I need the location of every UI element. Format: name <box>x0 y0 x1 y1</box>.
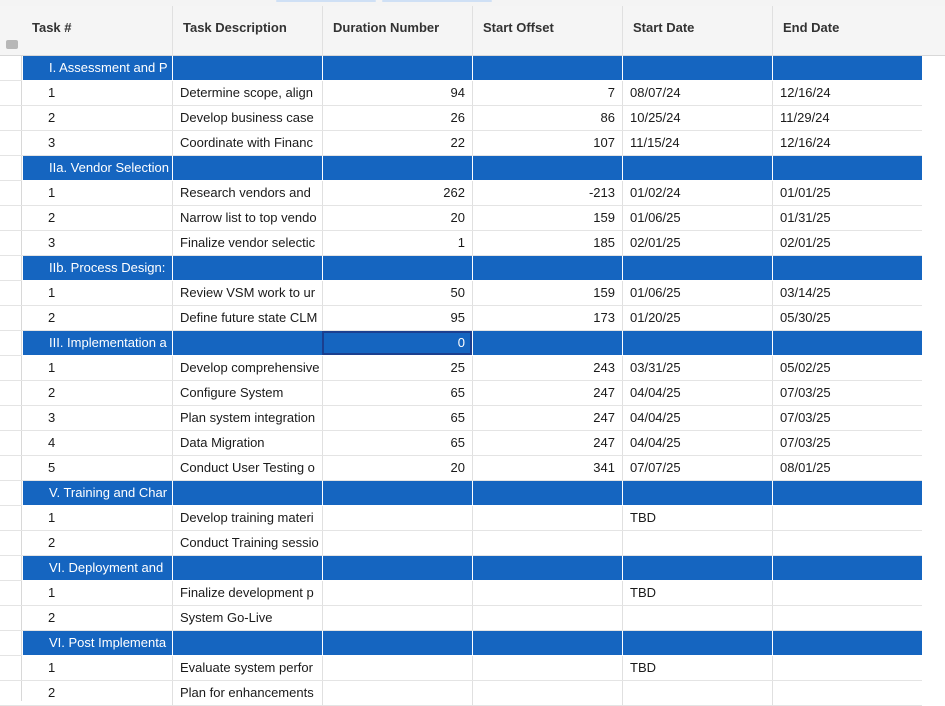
gutter-row-divider <box>0 430 22 431</box>
task-row[interactable] <box>22 581 922 606</box>
duration-number-cell[interactable]: 1 <box>322 231 472 255</box>
task-row[interactable] <box>22 131 922 156</box>
start-date-cell[interactable] <box>622 481 772 505</box>
end-date-cell[interactable] <box>772 256 922 280</box>
gutter-row-divider <box>0 380 22 381</box>
duration-number-cell[interactable] <box>322 581 472 605</box>
start-date-cell[interactable]: 01/02/24 <box>622 181 772 205</box>
duration-number-cell[interactable]: 262 <box>322 181 472 205</box>
section-header-row[interactable] <box>22 631 922 656</box>
duration-number-cell[interactable] <box>322 656 472 680</box>
task-description-cell[interactable] <box>172 156 322 180</box>
task-row[interactable] <box>22 231 922 256</box>
task-description-cell[interactable]: System Go-Live <box>172 606 322 630</box>
start-date-cell[interactable]: 04/04/25 <box>622 431 772 455</box>
gutter-row-divider <box>0 630 22 631</box>
end-date-cell[interactable]: 08/01/25 <box>772 456 922 480</box>
duration-number-cell[interactable] <box>322 156 472 180</box>
task-row[interactable] <box>22 281 922 306</box>
start-date-cell[interactable]: 07/07/25 <box>622 456 772 480</box>
task-number-cell[interactable]: VI. Post Implementa <box>22 631 172 655</box>
start-date-cell[interactable]: TBD <box>622 581 772 605</box>
end-date-cell[interactable]: 01/01/25 <box>772 181 922 205</box>
task-row[interactable] <box>22 656 922 681</box>
start-offset-cell[interactable] <box>472 606 622 630</box>
section-header-row[interactable] <box>22 556 922 581</box>
task-row[interactable] <box>22 381 922 406</box>
start-offset-cell[interactable]: 173 <box>472 306 622 330</box>
end-date-cell[interactable] <box>772 531 922 555</box>
gutter-row-divider <box>0 505 22 506</box>
task-description-cell[interactable] <box>172 56 322 80</box>
end-date-cell[interactable] <box>772 156 922 180</box>
start-date-cell[interactable] <box>622 56 772 80</box>
task-row[interactable] <box>22 106 922 131</box>
end-date-cell[interactable]: 07/03/25 <box>772 381 922 405</box>
gutter-row-divider <box>0 405 22 406</box>
end-date-cell[interactable] <box>772 606 922 630</box>
column-header-start-offset[interactable]: Start Offset <box>472 6 622 56</box>
start-offset-cell[interactable] <box>472 56 622 80</box>
start-date-cell[interactable] <box>622 681 772 705</box>
gutter-row-divider <box>0 305 22 306</box>
start-offset-cell[interactable] <box>472 681 622 705</box>
end-date-cell[interactable] <box>772 631 922 655</box>
duration-number-cell[interactable]: 65 <box>322 431 472 455</box>
gutter-row-divider <box>0 555 22 556</box>
duration-number-cell[interactable] <box>322 631 472 655</box>
task-description-cell[interactable]: Plan system integration <box>172 406 322 430</box>
gutter-row-divider <box>0 80 22 81</box>
task-description-cell[interactable]: Coordinate with Financ <box>172 131 322 155</box>
task-description-cell[interactable]: Finalize development p <box>172 581 322 605</box>
gutter-row-divider <box>0 205 22 206</box>
end-date-cell[interactable]: 05/02/25 <box>772 356 922 380</box>
task-number-cell[interactable]: 3 <box>48 135 56 150</box>
task-row[interactable] <box>22 306 922 331</box>
task-description-cell[interactable]: Finalize vendor selectic <box>172 231 322 255</box>
duration-number-cell[interactable]: 65 <box>322 406 472 430</box>
task-number-cell[interactable]: III. Implementation a <box>22 331 172 355</box>
duration-number-cell[interactable] <box>322 606 472 630</box>
duration-number-cell[interactable]: 25 <box>322 356 472 380</box>
start-offset-cell[interactable]: 185 <box>472 231 622 255</box>
section-header-row[interactable] <box>22 56 922 81</box>
task-row[interactable] <box>22 506 922 531</box>
task-description-cell[interactable]: Data Migration <box>172 431 322 455</box>
duration-number-cell[interactable]: 95 <box>322 306 472 330</box>
start-date-cell[interactable]: 01/06/25 <box>622 281 772 305</box>
start-offset-cell[interactable]: -213 <box>472 181 622 205</box>
task-row[interactable] <box>22 431 922 456</box>
task-description-cell[interactable]: Evaluate system perfor <box>172 656 322 680</box>
task-number-cell[interactable]: I. Assessment and P <box>22 56 172 80</box>
duration-number-cell[interactable]: 94 <box>322 81 472 105</box>
task-row[interactable] <box>22 681 922 706</box>
task-number-cell[interactable]: IIa. Vendor Selection <box>22 156 172 180</box>
duration-number-cell[interactable] <box>322 506 472 530</box>
toolbar-tab-indicator[interactable] <box>382 0 492 2</box>
duration-number-cell[interactable] <box>322 256 472 280</box>
duration-number-cell[interactable] <box>322 681 472 705</box>
task-number-cell[interactable]: 3 <box>48 410 56 425</box>
start-date-cell[interactable] <box>622 556 772 580</box>
start-offset-cell[interactable] <box>472 506 622 530</box>
duration-number-cell[interactable] <box>322 56 472 80</box>
end-date-cell[interactable]: 03/14/25 <box>772 281 922 305</box>
start-offset-cell[interactable]: 243 <box>472 356 622 380</box>
task-row[interactable] <box>22 456 922 481</box>
duration-number-cell[interactable]: 20 <box>322 206 472 230</box>
duration-number-cell[interactable] <box>322 556 472 580</box>
start-offset-cell[interactable] <box>472 556 622 580</box>
start-date-cell[interactable]: 01/20/25 <box>622 306 772 330</box>
section-header-row[interactable] <box>22 481 922 506</box>
section-header-row[interactable] <box>22 256 922 281</box>
start-date-cell[interactable]: 02/01/25 <box>622 231 772 255</box>
start-offset-cell[interactable]: 107 <box>472 131 622 155</box>
task-number-cell[interactable]: 2 <box>48 310 56 325</box>
start-offset-cell[interactable] <box>472 631 622 655</box>
task-row[interactable] <box>22 181 922 206</box>
column-header-end-date[interactable]: End Date <box>772 6 945 56</box>
end-date-cell[interactable]: 01/31/25 <box>772 206 922 230</box>
duration-number-cell[interactable]: 20 <box>322 456 472 480</box>
start-offset-cell[interactable] <box>472 156 622 180</box>
task-number-cell[interactable]: IIb. Process Design: <box>22 256 172 280</box>
task-number-cell[interactable]: 1 <box>48 585 56 600</box>
end-date-cell[interactable]: 12/16/24 <box>772 81 922 105</box>
end-date-cell[interactable]: 02/01/25 <box>772 231 922 255</box>
task-number-cell[interactable]: 4 <box>48 435 56 450</box>
start-offset-cell[interactable]: 247 <box>472 431 622 455</box>
task-row[interactable] <box>22 406 922 431</box>
start-offset-cell[interactable]: 159 <box>472 206 622 230</box>
task-number-cell[interactable]: 1 <box>48 285 56 300</box>
column-header-task-description[interactable]: Task Description <box>172 6 322 56</box>
task-number-cell[interactable]: 2 <box>48 535 56 550</box>
task-row[interactable] <box>22 606 922 631</box>
task-description-cell[interactable]: Narrow list to top vendo <box>172 206 322 230</box>
gutter-row-divider <box>0 605 22 606</box>
task-description-cell[interactable]: Determine scope, align <box>172 81 322 105</box>
task-number-cell[interactable]: 1 <box>48 85 56 100</box>
start-date-cell[interactable] <box>622 256 772 280</box>
gutter-row-divider <box>0 180 22 181</box>
duration-number-cell[interactable]: 50 <box>322 281 472 305</box>
gutter-row-divider <box>0 580 22 581</box>
start-date-cell[interactable]: 08/07/24 <box>622 81 772 105</box>
duration-number-cell[interactable]: 26 <box>322 106 472 130</box>
start-date-cell[interactable] <box>622 156 772 180</box>
start-offset-cell[interactable] <box>472 656 622 680</box>
section-header-row[interactable] <box>22 156 922 181</box>
task-description-cell[interactable]: Conduct User Testing o <box>172 456 322 480</box>
end-date-cell[interactable] <box>772 581 922 605</box>
column-header-task-number[interactable]: Task # <box>32 20 72 35</box>
column-header-duration-number[interactable]: Duration Number <box>322 6 472 56</box>
start-date-cell[interactable] <box>622 331 772 355</box>
task-number-cell[interactable]: 2 <box>48 210 56 225</box>
end-date-cell[interactable] <box>772 331 922 355</box>
task-description-cell[interactable]: Develop training materi <box>172 506 322 530</box>
end-date-cell[interactable]: 05/30/25 <box>772 306 922 330</box>
gutter-row-divider <box>0 480 22 481</box>
start-date-cell[interactable]: 01/06/25 <box>622 206 772 230</box>
gutter-row-divider <box>0 230 22 231</box>
gutter-row-divider <box>0 680 22 681</box>
selected-cell-outline <box>322 331 472 355</box>
task-number-cell[interactable]: VI. Deployment and <box>22 556 172 580</box>
start-offset-cell[interactable] <box>472 531 622 555</box>
start-date-cell[interactable]: TBD <box>622 506 772 530</box>
task-number-cell[interactable]: 2 <box>48 610 56 625</box>
end-date-cell[interactable]: 07/03/25 <box>772 406 922 430</box>
task-description-cell[interactable] <box>172 256 322 280</box>
end-date-cell[interactable] <box>772 656 922 680</box>
section-header-row[interactable] <box>22 331 922 356</box>
gutter-row-divider <box>0 330 22 331</box>
task-number-cell[interactable]: 1 <box>48 185 56 200</box>
task-number-cell[interactable]: V. Training and Char <box>22 481 172 505</box>
end-date-cell[interactable] <box>772 56 922 80</box>
task-description-cell[interactable]: Conduct Training sessio <box>172 531 322 555</box>
gutter-row-divider <box>0 130 22 131</box>
task-description-cell[interactable]: Research vendors and <box>172 181 322 205</box>
gutter-row-divider <box>0 255 22 256</box>
start-offset-cell[interactable]: 7 <box>472 81 622 105</box>
task-number-cell[interactable]: 3 <box>48 235 56 250</box>
start-offset-cell[interactable]: 247 <box>472 406 622 430</box>
start-offset-cell[interactable] <box>472 481 622 505</box>
task-number-cell[interactable]: 2 <box>48 685 56 700</box>
duration-number-cell[interactable] <box>322 481 472 505</box>
gutter-row-divider <box>0 155 22 156</box>
gutter-row-divider <box>0 655 22 656</box>
end-date-cell[interactable]: 07/03/25 <box>772 431 922 455</box>
column-header-start-date[interactable]: Start Date <box>622 6 772 56</box>
task-description-cell[interactable] <box>172 556 322 580</box>
task-number-cell[interactable]: 2 <box>48 110 56 125</box>
end-date-cell[interactable] <box>772 556 922 580</box>
toolbar-tab-indicator[interactable] <box>276 0 376 2</box>
end-date-cell[interactable] <box>772 481 922 505</box>
duration-number-cell[interactable]: 65 <box>322 381 472 405</box>
start-date-cell[interactable] <box>622 631 772 655</box>
task-row[interactable] <box>22 356 922 381</box>
task-number-cell[interactable]: 1 <box>48 660 56 675</box>
task-row[interactable] <box>22 531 922 556</box>
start-offset-cell[interactable]: 341 <box>472 456 622 480</box>
row-handle-icon[interactable] <box>6 40 18 49</box>
start-date-cell[interactable]: TBD <box>622 656 772 680</box>
task-number-cell[interactable]: 5 <box>48 460 56 475</box>
task-description-cell[interactable]: Review VSM work to ur <box>172 281 322 305</box>
start-date-cell[interactable] <box>622 531 772 555</box>
task-number-cell[interactable]: 1 <box>48 360 56 375</box>
task-description-cell[interactable] <box>172 481 322 505</box>
duration-number-cell[interactable]: 22 <box>322 131 472 155</box>
task-number-cell[interactable]: 2 <box>48 385 56 400</box>
gutter-row-divider <box>0 355 22 356</box>
start-offset-cell[interactable]: 247 <box>472 381 622 405</box>
task-description-cell[interactable]: Develop business case <box>172 106 322 130</box>
task-description-cell[interactable]: Configure System <box>172 381 322 405</box>
column-header-row <box>0 6 945 56</box>
gutter-row-divider <box>0 105 22 106</box>
duration-number-cell[interactable] <box>322 531 472 555</box>
start-offset-cell[interactable] <box>472 256 622 280</box>
end-date-cell[interactable]: 12/16/24 <box>772 131 922 155</box>
start-offset-cell[interactable]: 159 <box>472 281 622 305</box>
end-date-cell[interactable] <box>772 681 922 705</box>
duration-number-cell[interactable]: 0 <box>322 331 472 355</box>
end-date-cell[interactable] <box>772 506 922 530</box>
task-row[interactable] <box>22 81 922 106</box>
task-row[interactable] <box>22 206 922 231</box>
task-description-cell[interactable]: Define future state CLM <box>172 306 322 330</box>
task-description-cell[interactable]: Plan for enhancements <box>172 681 322 705</box>
gutter-row-divider <box>0 280 22 281</box>
task-description-cell[interactable] <box>172 331 322 355</box>
task-description-cell[interactable] <box>172 631 322 655</box>
start-offset-cell[interactable] <box>472 581 622 605</box>
task-description-cell[interactable]: Develop comprehensive <box>172 356 322 380</box>
gutter-row-divider <box>0 530 22 531</box>
start-date-cell[interactable]: 11/15/24 <box>622 131 772 155</box>
end-date-cell[interactable]: 11/29/24 <box>772 106 922 130</box>
start-offset-cell[interactable]: 86 <box>472 106 622 130</box>
start-date-cell[interactable] <box>622 606 772 630</box>
gutter-row-divider <box>0 455 22 456</box>
task-number-cell[interactable]: 1 <box>48 510 56 525</box>
start-date-cell[interactable]: 10/25/24 <box>622 106 772 130</box>
start-date-cell[interactable]: 04/04/25 <box>622 381 772 405</box>
start-offset-cell[interactable] <box>472 331 622 355</box>
start-date-cell[interactable]: 03/31/25 <box>622 356 772 380</box>
start-date-cell[interactable]: 04/04/25 <box>622 406 772 430</box>
